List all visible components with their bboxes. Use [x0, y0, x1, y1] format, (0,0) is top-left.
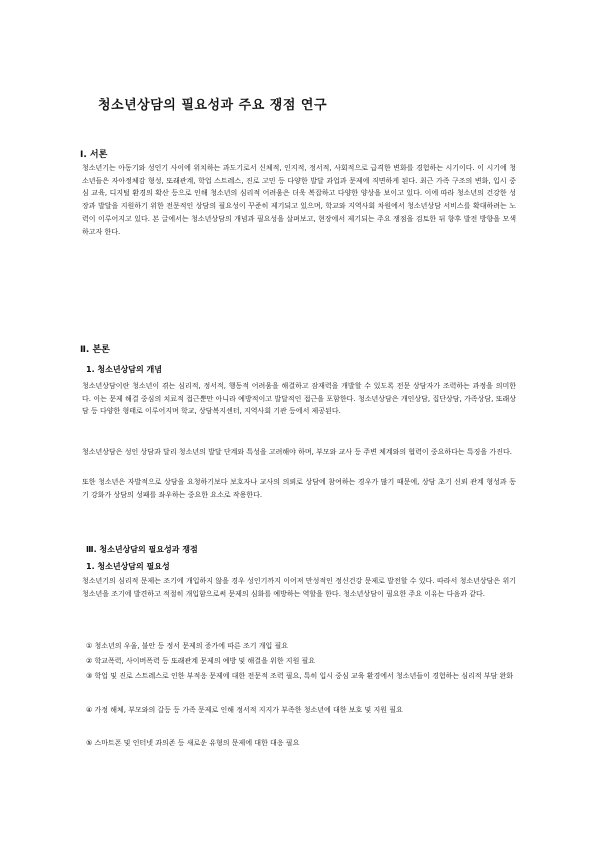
- necessity-paragraph: 청소년기의 심리적 문제는 조기에 개입하지 않을 경우 성인기까지 이어져 만성적인 정신건강 문제로 발전할 수 있다. 따라서 청소년상담은 위기 청소년을 조기에 발견하고 적절히 개입함으로써 문제의 심화를 예방하는 역할을 한다. 청소년상담이 필요한 주요 이유는 다음과 같다.: [82, 577, 519, 598]
- list-item: ② 학교폭력, 사이버폭력 등 또래관계 문제의 예방 및 해결을 위한 지원 필요: [86, 657, 316, 665]
- section-heading-necessity: Ⅲ. 청소년상담의 필요성과 쟁점: [86, 545, 198, 554]
- intro-paragraph: 청소년기는 아동기와 성인기 사이에 위치하는 과도기로서 신체적, 인지적, 정서적, 사회적으로 급격한 변화를 경험하는 시기이다. 이 시기에 청소년들은 자아정체감 형성, 또래관계, 학업 스트레스, 진로 고민 등 다양한 발달 과업과 문제에 직면하게 된다. 최근 가족 구조의 변화, 입시 중심 교육, 디지털 환경의 확산 등으로 인해 청소년의 심리적 어려움은 더욱 복잡하고 다양한 양상을 보이고 있다. 이에 따라 청소년의 건강한 성장과 발달을 지원하기 위한 전문적인 상담의 필요성이 꾸준히 제기되고 있으며, 학교와 지역사회 차원에서 청소년상담 서비스를 확대하려는 노력이 이루어지고 있다. 본 글에서는 청소년상담의 개념과 필요성을 살펴보고, 현장에서 제기되는 주요 쟁점을 검토한 뒤 향후 발전 방향을 모색하고자 한다.: [82, 164, 516, 236]
- subsection-heading-necessity: 1. 청소년상담의 필요성: [86, 562, 170, 571]
- document-title: 청소년상담의 필요성과 주요 쟁점 연구: [98, 98, 328, 113]
- section-heading-intro: Ⅰ. 서론: [80, 150, 108, 160]
- list-item: ④ 가정 해체, 부모와의 갈등 등 가족 문제로 인해 정서적 지지가 부족한 청소년에 대한 보호 및 지원 필요: [86, 706, 403, 714]
- body-paragraph-1: 청소년상담이란 청소년이 겪는 심리적, 정서적, 행동적 어려움을 해결하고 잠재력을 개발할 수 있도록 전문 상담자가 조력하는 과정을 의미한다. 이는 문제 해결 중심의 치료적 접근뿐만 아니라 예방적이고 발달적인 접근을 포함한다. 청소년상담은 개인상담, 집단상담, 가족상담, 또래상담 등 다양한 형태로 이루어지며 학교, 상담복지센터, 지역사회 기관 등에서 제공된다.: [82, 382, 516, 416]
- list-item: ① 청소년의 우울, 불안 등 정서 문제의 증가에 따른 조기 개입 필요: [86, 642, 289, 650]
- subsection-heading-concept: 1. 청소년상담의 개념: [86, 365, 162, 374]
- body-paragraph-3: 또한 청소년은 자발적으로 상담을 요청하기보다 보호자나 교사의 의뢰로 상담에 참여하는 경우가 많기 때문에, 상담 초기 신뢰 관계 형성과 동기 강화가 상담의 성패를 좌우하는 중요한 요소로 작용한다.: [82, 478, 516, 499]
- body-paragraph-2: 청소년상담은 성인 상담과 달리 청소년의 발달 단계와 특성을 고려해야 하며, 부모와 교사 등 주변 체계와의 협력이 중요하다는 특징을 가진다.: [82, 448, 512, 456]
- section-heading-body: Ⅱ. 본론: [80, 345, 110, 355]
- list-item: ③ 학업 및 진로 스트레스로 인한 부적응 문제에 대한 전문적 조력 필요, 특히 입시 중심 교육 환경에서 청소년들이 경험하는 심리적 부담 완화: [86, 672, 514, 680]
- list-item: ⑤ 스마트폰 및 인터넷 과의존 등 새로운 유형의 문제에 대한 대응 필요: [86, 739, 300, 747]
